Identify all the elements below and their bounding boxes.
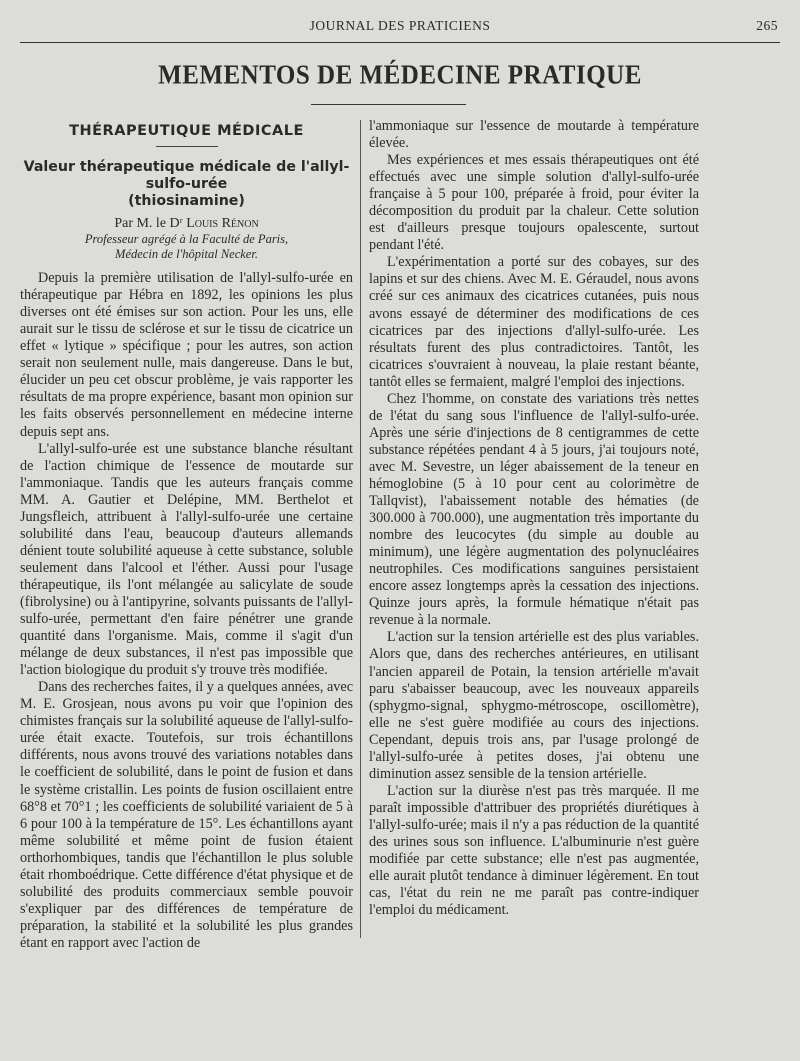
paragraph: l'ammoniaque sur l'essence de moutarde à température élevée.	[369, 118, 699, 152]
byline	[20, 215, 353, 232]
author-affiliation	[20, 232, 353, 262]
title-rule	[311, 104, 466, 105]
paragraph: Depuis la première utilisation de l'allyl-sulfo-urée en thérapeutique par Hébra en 1892, les opinions les plus diverses ont été émises sur son action. Pour les uns, elle aurait sur le tissu de sclérose et sur le tissu de cicatrice un effet « lytique » spécifique ; pour les autres, son action serait non seulement nulle, mais dangereuse. Dans le but, élucider un peu cet obscur problème, je vais rapporter les résultats de ma propre expérience, basant mon opinion sur les faits observés personnellement en médecine interne depuis sept ans.	[20, 270, 353, 440]
left-column	[20, 118, 353, 952]
section-title: THÉRAPEUTIQUE MÉDICALE	[69, 123, 304, 139]
affiliation-line2: Médecin de l'hôpital Necker.	[115, 247, 258, 262]
byline-prefix: Par M. le Dʳ	[114, 216, 183, 232]
article-title-line2: (thiosinamine)	[128, 193, 245, 210]
main-title: MEMENTOS DE MÉDECINE PRATIQUE	[158, 60, 642, 91]
paragraph: L'allyl-sulfo-urée est une substance blanche résultant de l'action chimique de l'essence de moutarde sur l'ammoniaque. Tandis que les auteurs français comme MM. A. Gautier et Delépine, MM. Berthelot et Jungsfleich, attribuent à l'allyl-sulfo-urée une certaine solubilité dans l'eau, beaucoup d'auteurs allemands dénient toute solubilité aqueuse à cette substance, soluble seulement dans l'alcool et l'éther. Aussi pour l'usage thérapeutique, ils l'ont mélangée au salicylate de soude (fibrolysine) ou à l'antipyrine, solvants puissants de l'allyl-sulfo-urée, permettant d'en faire pénétrer une grande quantité dans l'organisme. Mais, comme il s'agit d'un mélange de deux substances, il n'est pas impossible que l'action biologique du produit s'y trouve très modifiée.	[20, 440, 353, 679]
paragraph: Dans des recherches faites, il y a quelques années, avec M. E. Grosjean, nous avons pu voir que l'opinion des chimistes français sur la solubilité aqueuse de l'allyl-sulfo-urée était exacte. Toutefois, sur trois échantillons différents, nous avons trouvé des variations notables dans le coefficient de solubilité, dans le point de fusion et dans le système cristallin. Les points de fusion oscillaient entre 68°8 et 70°1 ; les coefficients de solubilité variaient de 5 à 6 pour 100 à la température de 15°. Les échantillons ayant même solubilité et même point de fusion étaient orthorhombiques, tandis que l'échantillon le plus soluble était rhomboédrique. Cette différence d'état physique et de solubilité des produits commerciaux semble pouvoir s'expliquer par des différences de température de préparation, la stabilité et la solubilité les plus grandes étant en rapport avec l'action de	[20, 679, 353, 951]
header-rule	[20, 42, 780, 43]
journal-name: JOURNAL DES PRATICIENS	[309, 18, 491, 33]
paragraph: Chez l'homme, on constate des variations très nettes de l'état du sang sous l'influence de l'allyl-sulfo-urée. Après une série d'injections de 8 centigrammes de cette substance répétées pendant 4 à 5 jours, j'ai toujours noté, avec M. Sevestre, un léger abaissement de la teneur en hémoglobine (5 à 10 pour cent au colorimètre de Tallqvist), l'abaissement notable des hématies (de 300.000 à 700.000), une augmentation très importante du nombre des leucocytes (du simple au double au minimum), une légère augmentation des polynucléaires neutrophiles. Ces modifications sanguines persistaient encore assez longtemps après la cessation des injections. Quinze jours après, la formule hématique n'était pas revenue à la normale.	[369, 390, 699, 629]
paragraph: Mes expériences et mes essais thérapeutiques ont été effectués avec une simple solution d'allyl-sulfo-urée française à 5 pour 100, préparée à froid, pour éviter la décomposition du produit par la chaleur. Cette solution est d'ailleurs presque toujours opalescente, surtout pendant l'été.	[369, 152, 699, 254]
author-name: Louis Rénon	[186, 216, 259, 232]
paragraph: L'action sur la tension artérielle est des plus variables. Alors que, dans des recherches antérieures, en utilisant l'ancien appareil de Potain, la tension artérielle m'avait paru s'abaisser beaucoup, avec les nouveaux appareils (sphygmo-signal, sphygmo-métroscope, oscillomètre), elle ne s'est guère modifiée au cours des injections. Cependant, depuis trois ans, par l'usage prolongé de l'allyl-sulfo-urée à petites doses, j'ai obtenu une diminution assez sensible de la tension artérielle.	[369, 629, 699, 782]
paragraph: L'action sur la diurèse n'est pas très marquée. Il me paraît impossible d'attribuer des propriétés diurétiques à l'allyl-sulfo-urée; mais il n'y a pas réduction de la quantité des urines sous son influence. L'albuminurie n'est guère modifiée par cette substance; elle n'est pas augmentée, elle aurait plutôt tendance à diminuer légèrement. En tout cas, l'état du rein ne me paraît pas contre-indiquer l'emploi du médicament.	[369, 782, 699, 919]
article-title-line1: Valeur thérapeutique médicale de l'allyl-sulfo-urée	[23, 159, 350, 193]
affiliation-line1: Professeur agrégé à la Faculté de Paris,	[84, 232, 289, 247]
running-head	[20, 18, 780, 40]
section-rule	[156, 146, 218, 147]
right-column	[369, 118, 699, 919]
column-divider	[360, 120, 361, 938]
article-title	[20, 159, 353, 210]
paragraph: L'expérimentation a porté sur des cobayes, sur des lapins et sur des chiens. Avec M. E. Géraudel, nous avons créé sur ces animaux des cicatrices cutanées, puis nous avons essayé de déterminer des modifications de ces cicatrices par des injections d'allyl-sulfo-urée. Les résultats furent des plus contradictoires. Tantôt, les cicatrices s'ouvraient à nouveau, la plaie restant béante, tantôt elles se fermaient, malgré l'emploi des injections.	[369, 254, 699, 390]
page-number: 265	[756, 18, 778, 33]
